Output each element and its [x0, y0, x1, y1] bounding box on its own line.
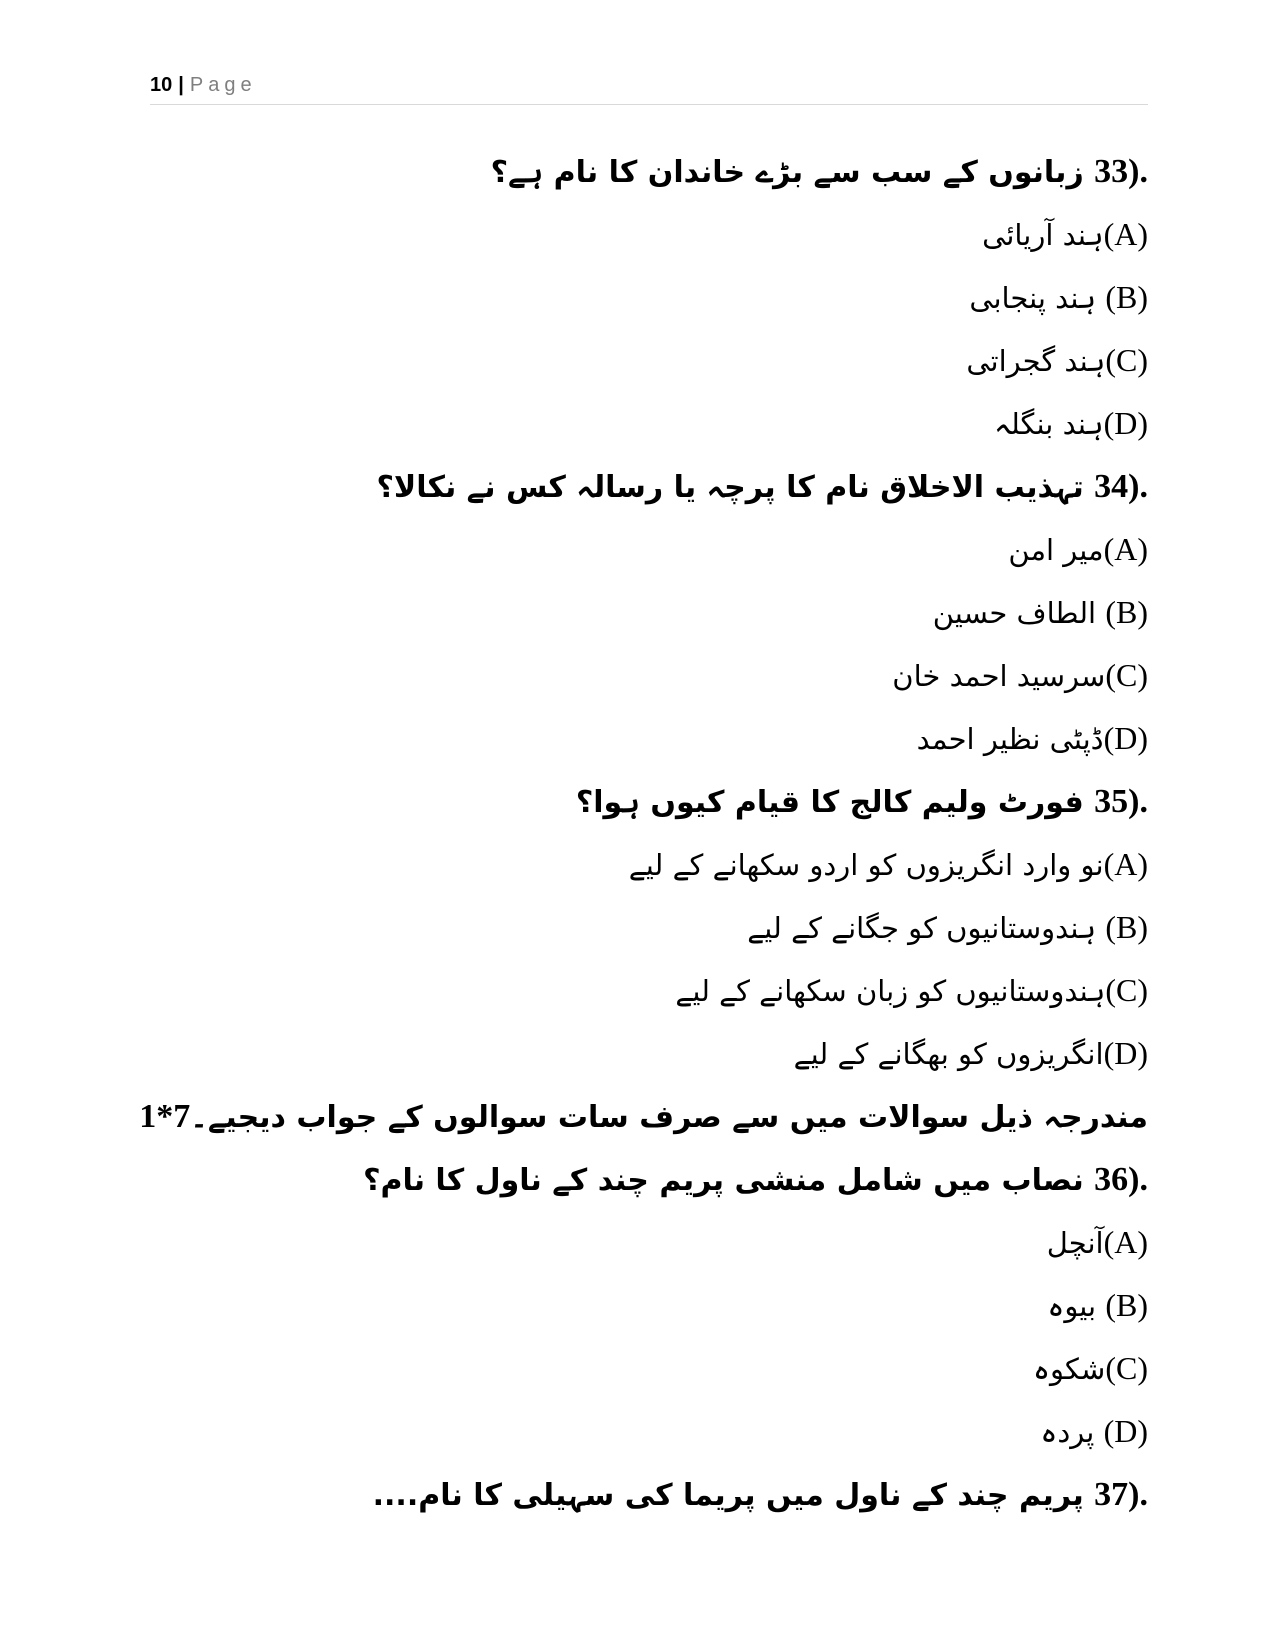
- page-header: [150, 74, 1148, 105]
- question-text: نصاب میں شامل منشی پریم چند کے ناول کا نام؟: [363, 1163, 1084, 1198]
- option-text: ہند بنگلہ: [993, 407, 1104, 441]
- option-text: انگریزوں کو بھگانے کے لیے: [793, 1037, 1104, 1071]
- q36-option-c: [230, 1337, 1148, 1400]
- option-label: (C): [1105, 972, 1148, 1008]
- question-number: 35).: [1094, 783, 1148, 820]
- option-text: آنچل: [1046, 1226, 1104, 1260]
- option-label: (C): [1105, 1350, 1148, 1386]
- option-label: (B): [1105, 909, 1148, 945]
- section-instruction: [139, 1085, 1148, 1148]
- q33-option-c: [230, 329, 1148, 392]
- option-label: (B): [1105, 594, 1148, 630]
- page-number: 10: [150, 74, 173, 96]
- q34-option-b: [230, 581, 1148, 644]
- option-text: شکوہ: [1033, 1352, 1106, 1386]
- q34-option-d: [230, 707, 1148, 770]
- option-text: ہند گجراتی: [966, 344, 1106, 378]
- q35-option-c: [230, 959, 1148, 1022]
- question-34: [230, 455, 1148, 518]
- option-text: نو وارد انگریزوں کو اردو سکھانے کے لیے: [628, 848, 1104, 882]
- question-number: 37).: [1094, 1476, 1148, 1513]
- q34-option-a: [230, 518, 1148, 581]
- header-separator: |: [178, 74, 184, 96]
- question-number: 34).: [1094, 468, 1148, 505]
- option-label: (B): [1105, 1287, 1148, 1323]
- option-text: ہند پنجابی: [969, 281, 1097, 315]
- option-text: پردہ: [1040, 1415, 1095, 1449]
- page-label: Page: [189, 74, 257, 96]
- question-text: فورٹ ولیم کالج کا قیام کیوں ہوا؟: [575, 785, 1084, 820]
- q36-option-d: [230, 1400, 1148, 1463]
- option-text: ڈپٹی نظیر احمد: [916, 722, 1104, 756]
- question-35: [230, 770, 1148, 833]
- option-label: (D): [1103, 720, 1148, 756]
- q33-option-b: [230, 266, 1148, 329]
- option-label: (A): [1103, 216, 1148, 252]
- option-label: (D): [1103, 1413, 1148, 1449]
- question-number: 33).: [1094, 153, 1148, 190]
- option-text: سرسید احمد خان: [892, 659, 1106, 693]
- question-36: [230, 1148, 1148, 1211]
- question-37: [230, 1463, 1148, 1526]
- question-33: [230, 140, 1148, 203]
- question-number: 36).: [1094, 1161, 1148, 1198]
- option-label: (C): [1105, 342, 1148, 378]
- option-label: (A): [1103, 531, 1148, 567]
- q33-option-a: [230, 203, 1148, 266]
- option-label: (B): [1105, 279, 1148, 315]
- q36-option-b: [230, 1274, 1148, 1337]
- option-text: الطاف حسین: [932, 596, 1097, 630]
- q35-option-b: [230, 896, 1148, 959]
- option-label: (A): [1103, 846, 1148, 882]
- option-label: (A): [1103, 1224, 1148, 1260]
- q33-option-d: [230, 392, 1148, 455]
- option-label: (C): [1105, 657, 1148, 693]
- option-label: (D): [1103, 1035, 1148, 1071]
- option-text: ہندوستانیوں کو جگانے کے لیے: [747, 911, 1097, 945]
- question-text: زبانوں کے سب سے بڑے خاندان کا نام ہے؟: [490, 155, 1084, 190]
- question-text: تہذیب الاخلاق نام کا پرچہ یا رسالہ کس نے نکالا؟: [376, 470, 1084, 505]
- instruction-text: مندرجہ ذیل سوالات میں سے صرف سات سوالوں کے جواب دیجیے۔: [190, 1100, 1148, 1135]
- q35-option-d: [230, 1022, 1148, 1085]
- option-text: بیوہ: [1047, 1289, 1097, 1323]
- option-text: ہندوستانیوں کو زبان سکھانے کے لیے: [675, 974, 1106, 1008]
- question-text: پریم چند کے ناول میں پریما کی سہیلی کا نام....: [372, 1478, 1084, 1513]
- instruction-marks: 1*7: [139, 1098, 191, 1135]
- option-text: ہند آریائی: [982, 218, 1104, 252]
- q36-option-a: [230, 1211, 1148, 1274]
- q35-option-a: [230, 833, 1148, 896]
- option-text: میر امن: [1008, 533, 1104, 567]
- option-label: (D): [1103, 405, 1148, 441]
- q34-option-c: [230, 644, 1148, 707]
- page-content: [139, 140, 1148, 1526]
